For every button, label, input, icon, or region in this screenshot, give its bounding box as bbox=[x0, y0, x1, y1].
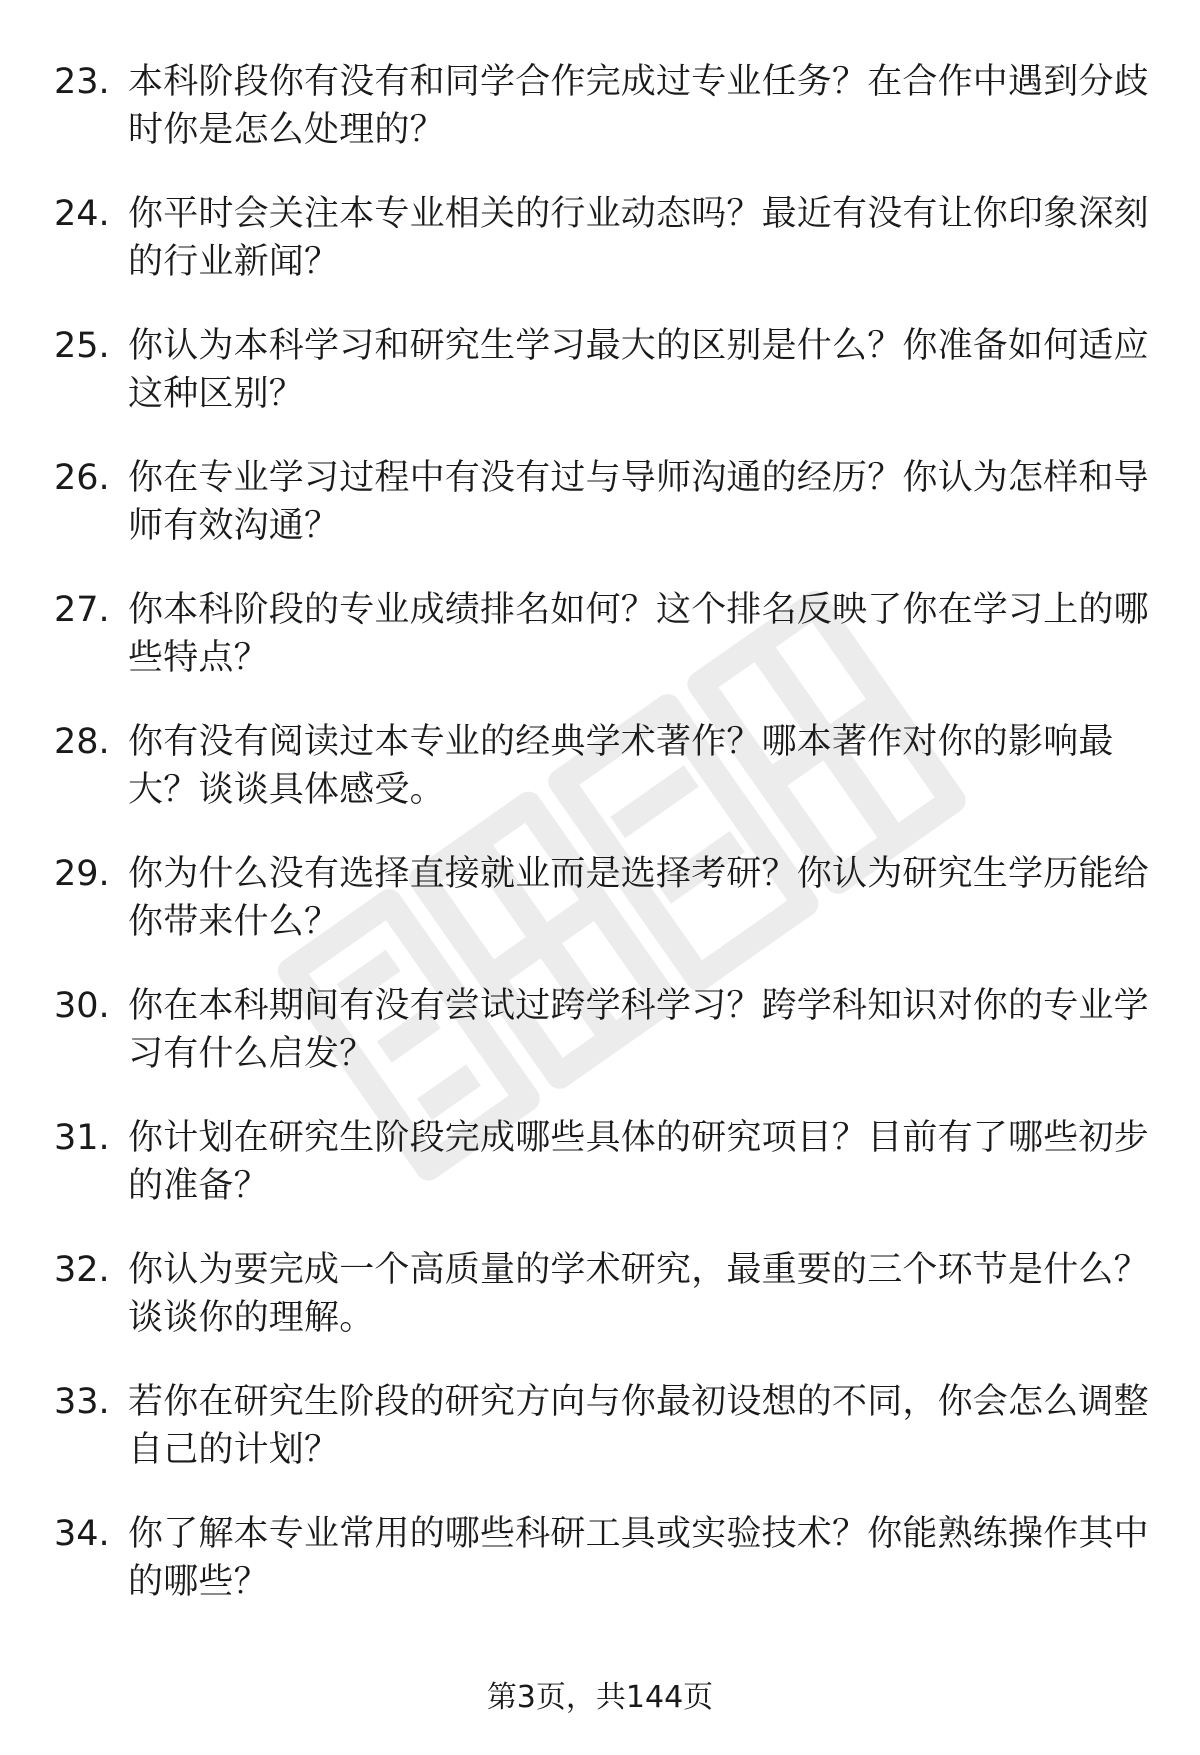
question-number: 30. bbox=[54, 986, 110, 1026]
question-text: 你本科阶段的专业成绩排名如何？这个排名反映了你在学习上的哪些特点？ bbox=[128, 590, 1149, 678]
question-text: 若你在研究生阶段的研究方向与你最初设想的不同，你会怎么调整自己的计划？ bbox=[128, 1382, 1149, 1470]
question-text: 你平时会关注本专业相关的行业动态吗？最近有没有让你印象深刻的行业新闻？ bbox=[128, 194, 1149, 282]
question-number: 28. bbox=[54, 722, 110, 762]
question-list bbox=[54, 58, 1149, 1642]
question-number: 34. bbox=[54, 1514, 110, 1554]
question-item bbox=[54, 982, 1149, 1114]
question-text: 本科阶段你有没有和同学合作完成过专业任务？在合作中遇到分歧时你是怎么处理的？ bbox=[128, 62, 1149, 150]
question-text: 你在本科期间有没有尝试过跨学科学习？跨学科知识对你的专业学习有什么启发？ bbox=[128, 986, 1149, 1074]
question-item bbox=[54, 58, 1149, 190]
question-text: 你为什么没有选择直接就业而是选择考研？你认为研究生学历能给你带来什么？ bbox=[128, 854, 1149, 942]
question-item bbox=[54, 190, 1149, 322]
question-item bbox=[54, 454, 1149, 586]
question-item bbox=[54, 718, 1149, 850]
question-text: 你在专业学习过程中有没有过与导师沟通的经历？你认为怎样和导师有效沟通？ bbox=[128, 458, 1149, 546]
question-number: 27. bbox=[54, 590, 110, 630]
question-text: 你认为要完成一个高质量的学术研究，最重要的三个环节是什么？谈谈你的理解。 bbox=[128, 1250, 1149, 1338]
question-item bbox=[54, 1510, 1149, 1642]
question-text: 你了解本专业常用的哪些科研工具或实验技术？你能熟练操作其中的哪些？ bbox=[128, 1514, 1149, 1602]
page-footer: 第3页，共144页 bbox=[486, 1680, 714, 1715]
question-text: 你计划在研究生阶段完成哪些具体的研究项目？目前有了哪些初步的准备？ bbox=[128, 1118, 1149, 1206]
question-item bbox=[54, 850, 1149, 982]
question-number: 25. bbox=[54, 326, 110, 366]
question-number: 26. bbox=[54, 458, 110, 498]
question-number: 32. bbox=[54, 1250, 110, 1290]
question-item bbox=[54, 322, 1149, 454]
question-number: 33. bbox=[54, 1382, 110, 1422]
question-text: 你认为本科学习和研究生学习最大的区别是什么？你准备如何适应这种区别？ bbox=[128, 326, 1149, 414]
question-text: 你有没有阅读过本专业的经典学术著作？哪本著作对你的影响最大？谈谈具体感受。 bbox=[128, 722, 1114, 810]
question-item bbox=[54, 586, 1149, 718]
question-item bbox=[54, 1114, 1149, 1246]
question-number: 24. bbox=[54, 194, 110, 234]
question-number: 31. bbox=[54, 1118, 110, 1158]
question-item bbox=[54, 1246, 1149, 1378]
question-number: 23. bbox=[54, 62, 110, 102]
question-item bbox=[54, 1378, 1149, 1510]
question-number: 29. bbox=[54, 854, 110, 894]
